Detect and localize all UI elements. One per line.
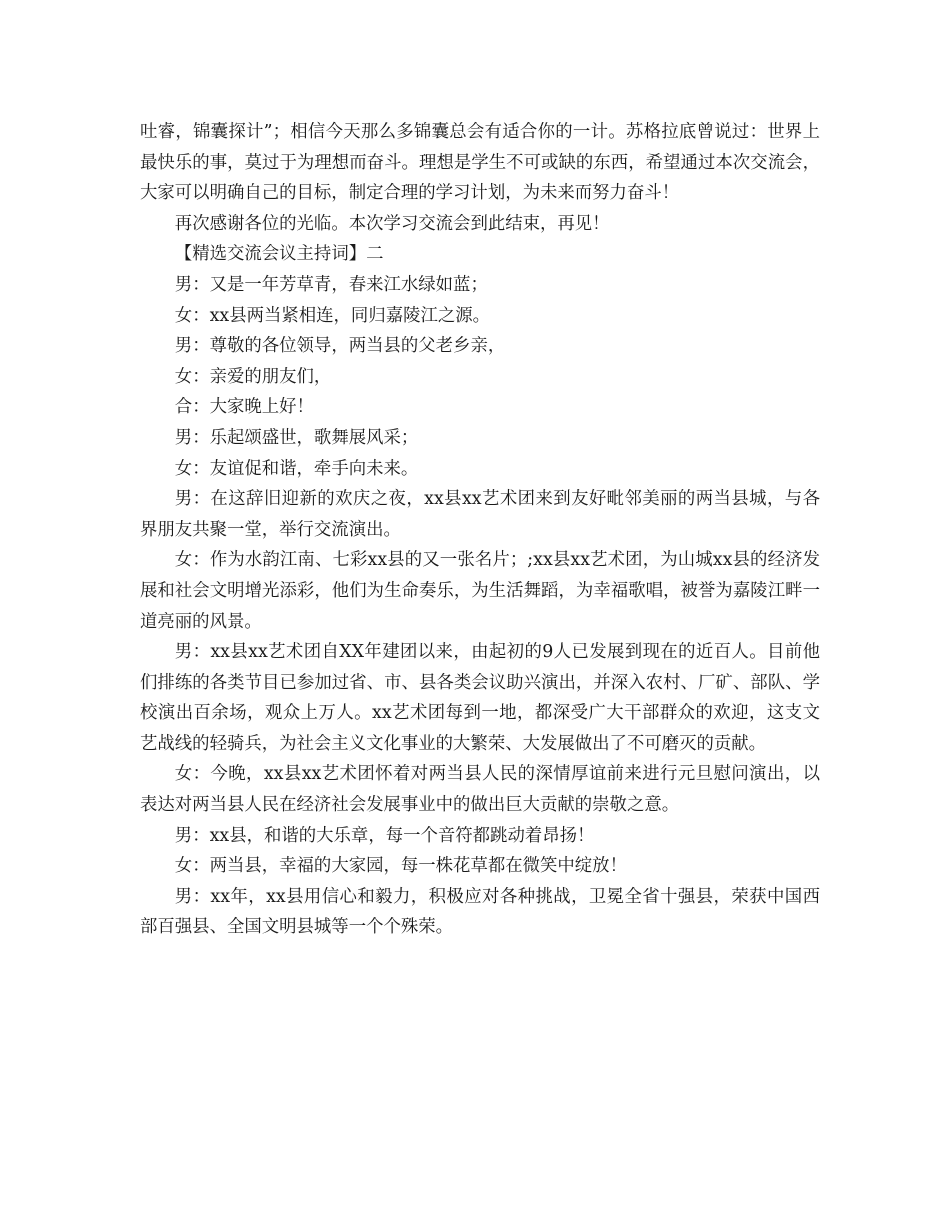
paragraph: 女：xx县两当紧相连，同归嘉陵江之源。 xyxy=(174,305,491,326)
paragraph: 男：尊敬的各位领导，两当县的父老乡亲， xyxy=(174,336,506,357)
paragraph: 吐睿，锦囊探计”；相信今天那么多锦囊总会有适合你的一计。苏格拉底曾说过：世界上最快乐的事，莫过于为理想而奋斗。理想是学生不可或缺的东西，希望通过本次交流会，大家可以明确自己的目标，制定合理的学习计划，为未来而努力奋斗！ xyxy=(140,122,820,204)
paragraph: 男：xx县，和谐的大乐章，每一个音符都跳动着昂扬！ xyxy=(174,825,595,846)
paragraph: 女：今晚，xx县xx艺术团怀着对两当县人民的深情厚谊前来进行元旦慰问演出，以表达对两当县人民在经济社会发展事业中的做出巨大贡献的崇敬之意。 xyxy=(140,764,820,816)
paragraph: 男：xx县xx艺术团自XX年建团以来，由起初的9人已发展到现在的近百人。目前他们排练的各类节目已参加过省、市、县各类会议助兴演出，并深入农村、厂矿、部队、学校演出百余场，观众上万人。xx艺术团每到一地，都深受广大干部群众的欢迎，这支文艺战线的轻骑兵，为社会主义文化事业的大繁荣、大发展做出了不可磨灭的贡献。 xyxy=(140,642,820,754)
paragraph: 男：又是一年芳草青，春来江水绿如蓝； xyxy=(174,274,488,295)
section-heading: 【精选交流会议主持词】二 xyxy=(174,244,384,265)
document-body xyxy=(140,117,820,943)
paragraph: 再次感谢各位的光临。本次学习交流会到此结束，再见！ xyxy=(174,213,610,234)
paragraph: 男：在这辞旧迎新的欢庆之夜，xx县xx艺术团来到友好毗邻美丽的两当县城，与各界朋友共聚一堂，举行交流演出。 xyxy=(140,489,820,540)
paragraph: 女：作为水韵江南、七彩xx县的又一张名片；;xx县xx艺术团，为山城xx县的经济发展和社会文明增光添彩，他们为生命奏乐，为生活舞蹈，为幸福歌唱，被誉为嘉陵江畔一道亮丽的风景。 xyxy=(140,550,820,632)
paragraph: 合：大家晚上好！ xyxy=(174,397,314,418)
paragraph: 女：友谊促和谐，牵手向未来。 xyxy=(174,458,419,479)
paragraph: 女：亲爱的朋友们， xyxy=(174,366,332,387)
paragraph: 男：xx年，xx县用信心和毅力，积极应对各种挑战，卫冕全省十强县，荣获中国西部百强县、全国文明县城等一个个殊荣。 xyxy=(140,886,820,938)
paragraph: 女：两当县，幸福的大家园，每一株花草都在微笑中绽放！ xyxy=(174,856,627,877)
paragraph: 男：乐起颂盛世，歌舞展风采； xyxy=(174,427,419,448)
